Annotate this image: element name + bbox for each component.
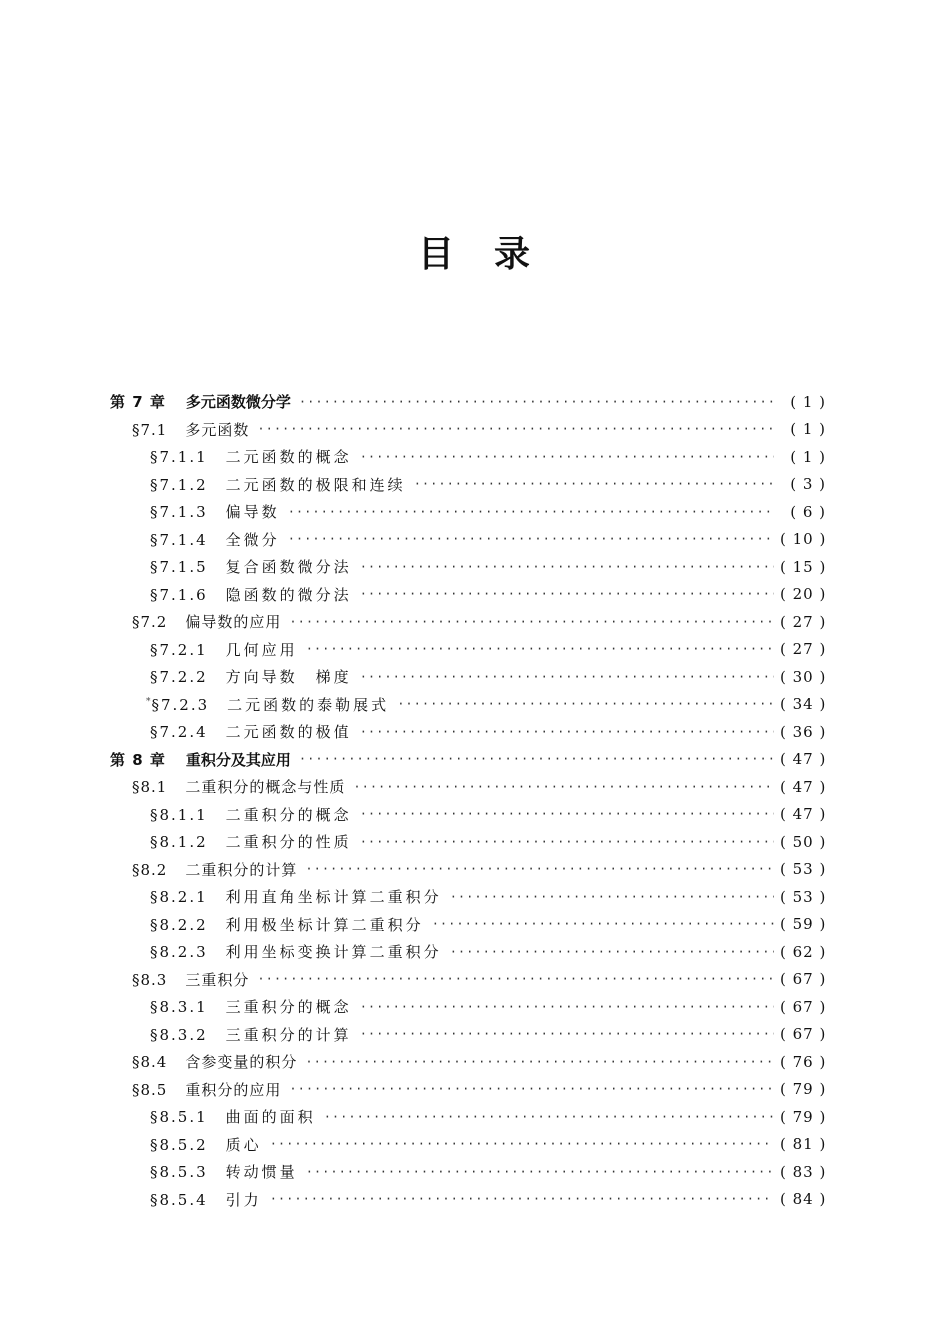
toc-entry-title: 二重积分的概念与性质 [185, 778, 346, 797]
table-of-contents [110, 388, 826, 1213]
toc-entry-title: 利用直角坐标计算二重积分 [225, 888, 442, 907]
toc-entry-page-number: ( 59 ) [780, 915, 827, 934]
toc-section-entry[interactable] [110, 1048, 826, 1076]
toc-entry-heading [132, 1051, 297, 1072]
toc-entry-number: §8.5.1 [150, 1108, 208, 1127]
toc-entry-page-number: ( 81 ) [780, 1135, 827, 1154]
toc-entry-title: 隐函数的微分法 [225, 585, 352, 604]
toc-entry-heading [150, 639, 298, 660]
dot-leader [360, 588, 774, 600]
toc-section-entry[interactable] [110, 966, 826, 994]
dot-leader [306, 643, 774, 655]
toc-entry-number: §8.5.3 [150, 1163, 208, 1182]
toc-entry-heading [150, 914, 424, 935]
toc-entry-page-number: ( 79 ) [780, 1080, 827, 1099]
toc-entry-title: 多元函数 [185, 420, 250, 439]
toc-subsection-entry[interactable] [110, 993, 826, 1021]
toc-entry-title: 二元函数的泰勒展式 [227, 695, 390, 714]
toc-entry-heading [146, 694, 389, 715]
toc-entry-number: §7.1.6 [150, 585, 208, 604]
toc-entry-number: 第 8 章 [110, 750, 166, 769]
toc-entry-heading [150, 1024, 352, 1045]
toc-entry-page-number: ( 1 ) [790, 447, 826, 466]
toc-entry-number: §7.1 [132, 420, 168, 439]
dot-leader [289, 616, 774, 628]
toc-entry-page-number: ( 79 ) [780, 1107, 827, 1126]
toc-entry-number: §8.5.2 [150, 1135, 208, 1154]
toc-entry-title: 重积分的应用 [185, 1080, 282, 1099]
toc-entry-title: 引力 [225, 1190, 262, 1209]
toc-subsection-entry[interactable] [110, 663, 826, 691]
toc-subsection-entry[interactable] [110, 636, 826, 664]
toc-entry-number: §7.1.3 [150, 503, 208, 522]
toc-entry-heading [150, 474, 406, 495]
toc-entry-heading [150, 584, 352, 605]
toc-subsection-entry[interactable] [110, 443, 826, 471]
toc-entry-heading [150, 941, 442, 962]
toc-subsection-entry[interactable] [110, 1186, 826, 1214]
dot-leader [299, 753, 774, 765]
dot-leader [360, 561, 774, 573]
dot-leader [288, 506, 774, 518]
toc-entry-page-number: ( 67 ) [780, 970, 827, 989]
toc-entry-number: §8.5 [132, 1080, 168, 1099]
toc-entry-page-number: ( 15 ) [780, 557, 827, 576]
toc-section-entry[interactable] [110, 608, 826, 636]
toc-entry-page-number: ( 1 ) [790, 420, 826, 439]
toc-entry-heading [132, 969, 249, 990]
toc-subsection-entry[interactable] [110, 1021, 826, 1049]
toc-entry-title: 二元函数的极限和连续 [225, 475, 406, 494]
toc-entry-title: 质心 [225, 1135, 262, 1154]
toc-entry-number: §8.3.2 [150, 1025, 208, 1044]
toc-subsection-entry[interactable] [110, 883, 826, 911]
toc-subsection-entry[interactable] [110, 1131, 826, 1159]
toc-entry-page-number: ( 10 ) [780, 530, 827, 549]
toc-entry-heading [150, 886, 442, 907]
toc-entry-heading [132, 859, 297, 880]
toc-entry-page-number: ( 67 ) [780, 997, 827, 1016]
toc-entry-title: 重积分及其应用 [185, 750, 291, 769]
dot-leader [305, 863, 774, 875]
toc-entry-heading [150, 666, 352, 687]
dot-leader [257, 973, 774, 985]
toc-subsection-entry[interactable] [110, 581, 826, 609]
toc-subsection-entry[interactable] [110, 471, 826, 499]
toc-entry-number: §7.2 [132, 613, 168, 632]
toc-entry-title: 方向导数 梯度 [225, 668, 352, 687]
dot-leader [305, 1056, 774, 1068]
toc-entry-number: §8.3 [132, 970, 168, 989]
toc-entry-heading [150, 804, 352, 825]
dot-leader [257, 423, 774, 435]
toc-section-entry[interactable] [110, 416, 826, 444]
dot-leader [360, 1001, 774, 1013]
toc-entry-page-number: ( 84 ) [780, 1190, 827, 1209]
toc-entry-heading [150, 501, 280, 522]
toc-entry-number: §8.2 [132, 860, 168, 879]
toc-entry-page-number: ( 67 ) [780, 1025, 827, 1044]
toc-entry-title: 三重积分的计算 [225, 1025, 352, 1044]
toc-entry-page-number: ( 3 ) [790, 475, 826, 494]
toc-subsection-entry[interactable] [110, 1103, 826, 1131]
toc-entry-page-number: ( 50 ) [780, 832, 827, 851]
dot-leader [360, 808, 774, 820]
dot-leader [324, 1111, 774, 1123]
toc-section-entry[interactable] [110, 773, 826, 801]
dot-leader [270, 1193, 774, 1205]
toc-entry-page-number: ( 27 ) [780, 640, 827, 659]
toc-entry-number: 第 7 章 [110, 393, 166, 412]
toc-subsection-entry[interactable] [110, 498, 826, 526]
toc-entry-page-number: ( 83 ) [780, 1162, 827, 1181]
toc-entry-page-number: ( 53 ) [780, 860, 827, 879]
toc-entry-page-number: ( 76 ) [780, 1052, 827, 1071]
dot-leader [450, 891, 774, 903]
toc-entry-page-number: ( 47 ) [780, 750, 827, 769]
toc-entry-title: 二元函数的概念 [225, 448, 352, 467]
dot-leader [353, 781, 774, 793]
toc-entry-page-number: ( 47 ) [780, 805, 827, 824]
toc-entry-number: §8.2.1 [150, 888, 208, 907]
toc-entry-page-number: ( 20 ) [780, 585, 827, 604]
toc-subsection-entry[interactable] [110, 718, 826, 746]
toc-entry-heading [150, 996, 352, 1017]
toc-entry-heading [132, 419, 249, 440]
toc-entry-number: §8.1.2 [150, 833, 208, 852]
toc-entry-heading [150, 831, 352, 852]
toc-entry-title: 三重积分 [185, 970, 250, 989]
toc-entry-page-number: ( 36 ) [780, 722, 827, 741]
dot-leader [306, 1166, 774, 1178]
toc-entry-title: 二重积分的性质 [225, 833, 352, 852]
page-title: 目 录 [417, 234, 532, 275]
dot-leader [360, 451, 774, 463]
toc-entry-title: 三重积分的概念 [225, 998, 352, 1017]
toc-chapter-entry[interactable] [110, 746, 826, 774]
toc-entry-title: 曲面的面积 [225, 1108, 316, 1127]
dot-leader [360, 836, 774, 848]
toc-entry-page-number: ( 34 ) [780, 695, 827, 714]
toc-entry-heading [150, 446, 352, 467]
toc-entry-title: 偏导数 [225, 503, 280, 522]
dot-leader [397, 698, 774, 710]
toc-subsection-entry[interactable] [110, 553, 826, 581]
toc-entry-title: 多元函数微分学 [185, 393, 291, 412]
toc-subsection-entry[interactable] [110, 828, 826, 856]
toc-entry-number: §7.1.1 [150, 448, 208, 467]
toc-entry-heading [150, 721, 352, 742]
toc-entry-title: 几何应用 [225, 640, 298, 659]
toc-chapter-entry[interactable] [110, 388, 826, 416]
toc-entry-title: 含参变量的积分 [185, 1053, 298, 1072]
toc-entry-number: §8.4 [132, 1053, 168, 1072]
toc-entry-heading [132, 611, 281, 632]
toc-entry-number: §8.2.2 [150, 915, 208, 934]
dot-leader [360, 671, 774, 683]
toc-entry-title: 二重积分的概念 [225, 805, 352, 824]
toc-entry-title: 二重积分的计算 [185, 860, 298, 879]
toc-entry-heading [110, 391, 291, 412]
toc-subsection-entry[interactable] [110, 801, 826, 829]
toc-entry-number: §8.2.3 [150, 943, 208, 962]
toc-entry-heading [132, 776, 345, 797]
dot-leader [289, 1083, 774, 1095]
toc-entry-page-number: ( 47 ) [780, 777, 827, 796]
toc-entry-page-number: ( 1 ) [790, 392, 826, 411]
toc-entry-heading [150, 1134, 262, 1155]
toc-entry-title: 转动惯量 [225, 1163, 298, 1182]
toc-entry-number: §8.5.4 [150, 1190, 208, 1209]
optional-marker: * [146, 696, 151, 707]
dot-leader [360, 1028, 774, 1040]
toc-section-entry[interactable] [110, 1076, 826, 1104]
toc-entry-heading [132, 1079, 281, 1100]
toc-entry-title: 利用极坐标计算二重积分 [225, 915, 424, 934]
toc-entry-number: §7.1.4 [150, 530, 208, 549]
toc-subsection-entry[interactable] [110, 911, 826, 939]
dot-leader [414, 478, 774, 490]
toc-entry-number: §7.2.1 [150, 640, 208, 659]
toc-entry-page-number: ( 53 ) [780, 887, 827, 906]
toc-entry-title: 二元函数的极值 [225, 723, 352, 742]
toc-subsection-entry[interactable] [110, 691, 826, 719]
toc-subsection-entry[interactable] [110, 1158, 826, 1186]
toc-entry-number: §8.3.1 [150, 998, 208, 1017]
toc-entry-heading [150, 1161, 298, 1182]
toc-entry-heading [150, 1189, 262, 1210]
dot-leader [360, 726, 774, 738]
dot-leader [299, 396, 774, 408]
toc-entry-heading [150, 1106, 316, 1127]
toc-entry-title: 全微分 [225, 530, 280, 549]
dot-leader [432, 918, 774, 930]
toc-entry-heading [110, 749, 291, 770]
toc-entry-title: 复合函数微分法 [225, 558, 352, 577]
toc-entry-page-number: ( 30 ) [780, 667, 827, 686]
toc-entry-title: 利用坐标变换计算二重积分 [225, 943, 442, 962]
dot-leader [288, 533, 774, 545]
toc-entry-number: §7.1.5 [150, 558, 208, 577]
toc-entry-number: §7.2.2 [150, 668, 208, 687]
toc-subsection-entry[interactable] [110, 526, 826, 554]
toc-entry-number: §8.1.1 [150, 805, 208, 824]
toc-section-entry[interactable] [110, 856, 826, 884]
dot-leader [450, 946, 774, 958]
toc-entry-number: §7.1.2 [150, 475, 208, 494]
toc-entry-title: 偏导数的应用 [185, 613, 282, 632]
toc-entry-number: §8.1 [132, 778, 168, 797]
toc-subsection-entry[interactable] [110, 938, 826, 966]
toc-entry-page-number: ( 27 ) [780, 612, 827, 631]
toc-entry-heading [150, 556, 352, 577]
toc-entry-page-number: ( 6 ) [790, 502, 826, 521]
dot-leader [270, 1138, 774, 1150]
toc-entry-number: §7.2.4 [150, 723, 208, 742]
toc-entry-heading [150, 529, 280, 550]
toc-entry-page-number: ( 62 ) [780, 942, 827, 961]
toc-entry-number: §7.2.3 [151, 695, 210, 714]
